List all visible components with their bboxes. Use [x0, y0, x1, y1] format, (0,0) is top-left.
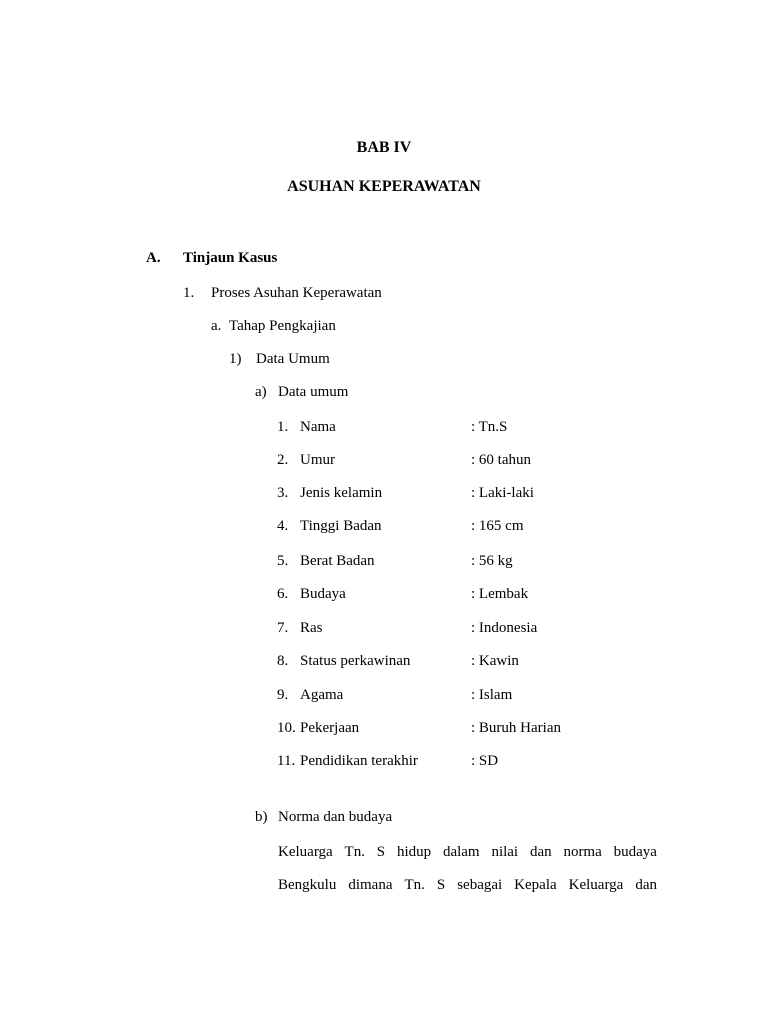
field-value: : Kawin [471, 653, 519, 669]
level5-marker: b) [255, 809, 268, 825]
word: Keluarga [568, 877, 624, 893]
level5-heading: Data umum [278, 384, 349, 400]
section-heading: Tinjaun Kasus [183, 250, 278, 266]
field-number: 7. [277, 620, 289, 636]
level5-marker: a) [255, 384, 267, 400]
word: norma [563, 844, 602, 860]
word: budaya [613, 844, 657, 860]
word: nilai [491, 844, 519, 860]
field-value: : Buruh Harian [471, 720, 561, 736]
field-value: : 165 cm [471, 518, 524, 534]
field-label: Nama [300, 419, 336, 435]
field-number: 3. [277, 485, 289, 501]
field-label: Ras [300, 620, 323, 636]
field-label: Tinggi Badan [300, 518, 382, 534]
field-number: 5. [277, 553, 289, 569]
field-number: 6. [277, 586, 289, 602]
subsection-marker: 1. [183, 285, 195, 301]
word: dimana [348, 877, 393, 893]
field-value: : SD [471, 753, 499, 769]
field-label: Berat Badan [300, 553, 375, 569]
section-marker: A. [146, 250, 161, 266]
field-value: : Indonesia [471, 620, 538, 636]
field-label: Status perkawinan [300, 653, 411, 669]
field-label: Pendidikan terakhir [300, 753, 418, 769]
field-value: : 56 kg [471, 553, 513, 569]
word: Bengkulu [278, 877, 337, 893]
word: Tn. [344, 844, 365, 860]
word: dan [529, 844, 552, 860]
field-value: : 60 tahun [471, 452, 531, 468]
word: S [376, 844, 386, 860]
field-number: 10. [277, 720, 296, 736]
field-value: : Lembak [471, 586, 529, 602]
chapter-heading: BAB IV [356, 139, 412, 156]
field-number: 11. [277, 753, 296, 769]
chapter-title: ASUHAN KEPERAWATAN [287, 178, 481, 195]
word: Kepala [514, 877, 557, 893]
field-number: 9. [277, 687, 289, 703]
paragraph-line [278, 843, 657, 861]
level5-heading: Norma dan budaya [278, 809, 393, 825]
paragraph-line [278, 876, 657, 894]
field-number: 8. [277, 653, 289, 669]
subsubsection-heading: Tahap Pengkajian [229, 318, 336, 334]
field-number: 4. [277, 518, 289, 534]
word: Keluarga [278, 844, 333, 860]
word: dalam [442, 844, 480, 860]
field-value: : Islam [471, 687, 513, 703]
word: Tn. [404, 877, 425, 893]
field-number: 2. [277, 452, 289, 468]
field-label: Jenis kelamin [300, 485, 383, 501]
field-number: 1. [277, 419, 289, 435]
field-label: Budaya [300, 586, 346, 602]
subsection-heading: Proses Asuhan Keperawatan [211, 285, 382, 301]
level4-heading: Data Umum [256, 351, 330, 367]
word: hidup [396, 844, 432, 860]
level4-marker: 1) [229, 351, 242, 367]
field-label: Agama [300, 687, 344, 703]
word: S [436, 877, 446, 893]
field-value: : Laki-laki [471, 485, 534, 501]
word: sebagai [457, 877, 503, 893]
field-label: Pekerjaan [300, 720, 360, 736]
subsubsection-marker: a. [211, 318, 222, 334]
field-label: Umur [300, 452, 335, 468]
word: dan [635, 877, 657, 893]
field-value: : Tn.S [471, 419, 508, 435]
